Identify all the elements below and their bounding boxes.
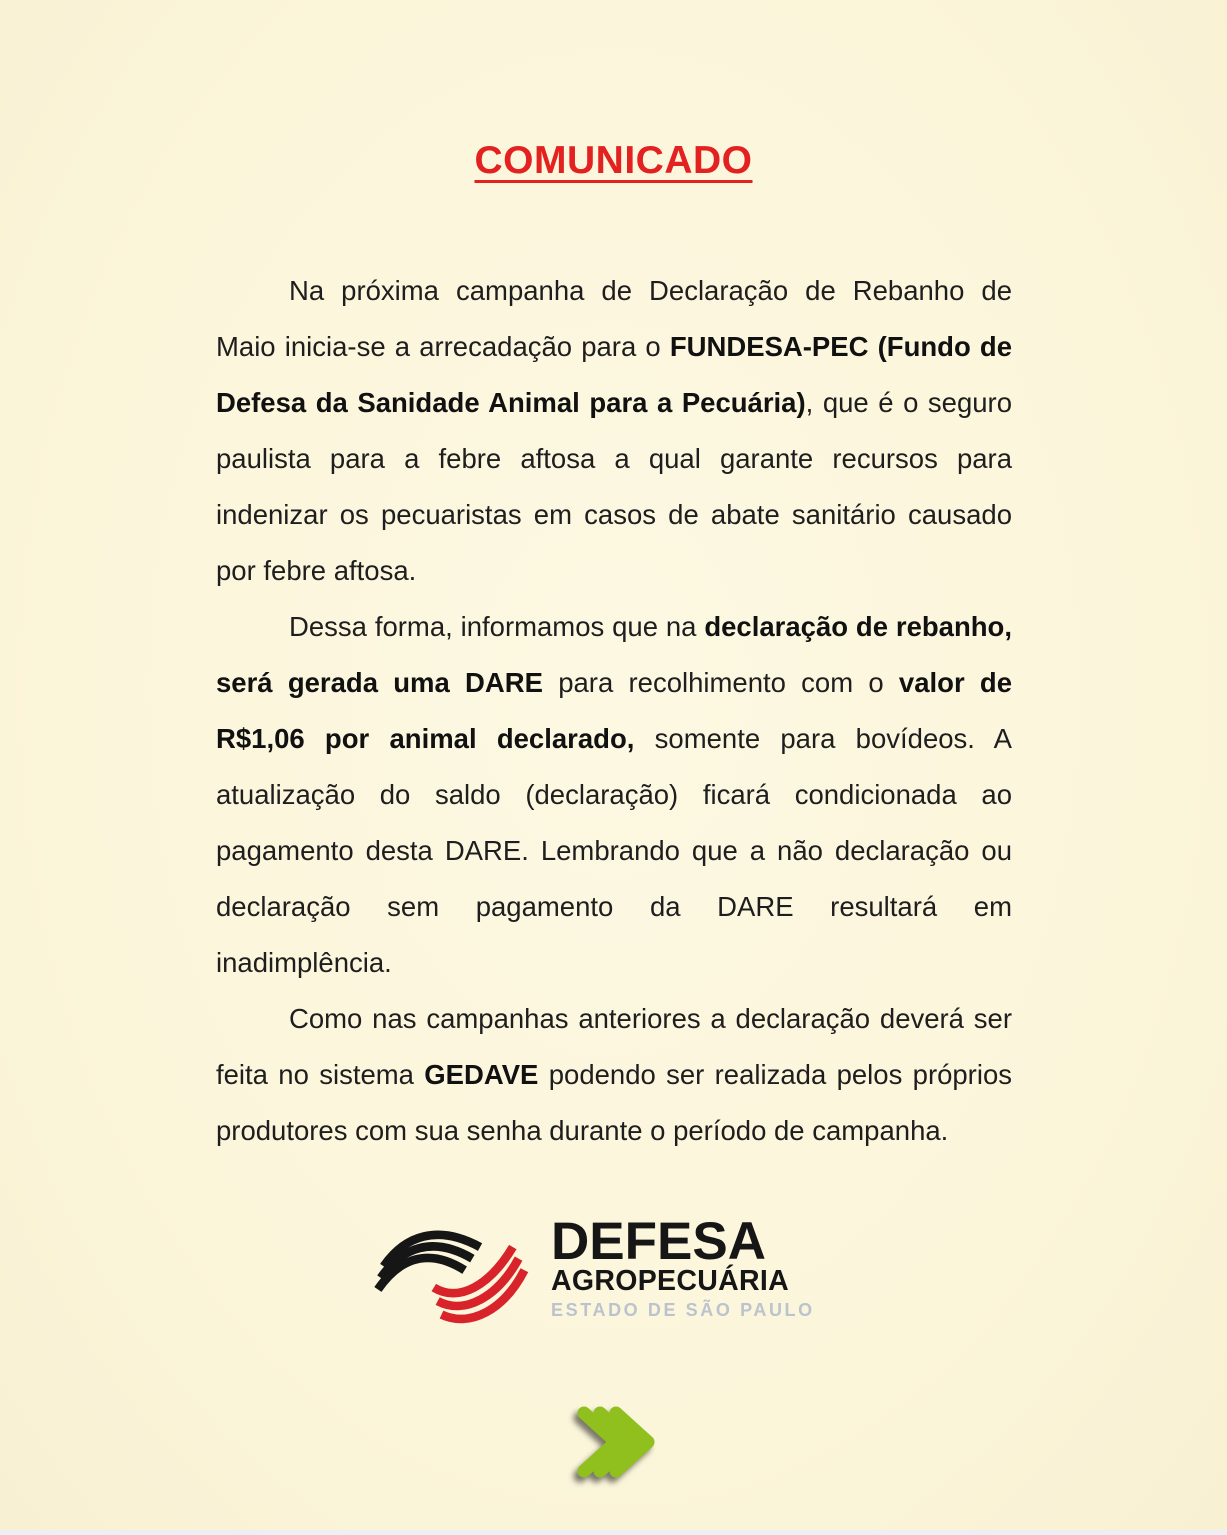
- logo-name: DEFESA: [551, 1212, 766, 1271]
- text-run: Como nas campanhas anteriores a declaração deverá ser feita no sistema: [216, 1003, 1012, 1090]
- text-run: para recolhimento com o: [542, 667, 899, 698]
- text-run-bold: declaração de rebanho,: [704, 611, 1012, 642]
- text-run-bold: GEDAVE: [424, 1059, 539, 1090]
- logo-wordmark: [551, 1212, 815, 1320]
- defesa-agropecuaria-logo: [372, 1212, 815, 1333]
- text-run-bold: FUNDESA-PEC (Fundo de Defesa da Sanidade Animal para a Pecuária): [216, 331, 1012, 418]
- text-run: Dessa forma, informamos que na: [289, 611, 705, 642]
- text-run: somente para bovídeos. A atualização do saldo (declaração) ficará condicionada ao pagamento desta DARE. Lembrando que a não declaração ou declaração sem pagamento da DARE resultará em inadimplência.: [216, 723, 1012, 978]
- text-run: Na próxima campanha de Declaração de Rebanho de Maio inicia-se a arrecadação para o: [216, 275, 1012, 362]
- text-run-bold: será gerada uma DARE: [216, 667, 543, 698]
- announcement-body: [216, 263, 1012, 1159]
- text-run: podendo ser realizada pelos próprios produtores com sua senha durante o período de campanha.: [216, 1059, 1012, 1146]
- logo-tagline: ESTADO DE SÃO PAULO: [551, 1300, 815, 1320]
- logo-subtitle: AGROPECUÁRIA: [551, 1265, 789, 1297]
- bottom-edge-strip: [0, 1530, 1227, 1535]
- paragraph-1: [216, 263, 1012, 599]
- text-run-bold: valor de R$1,06 por animal declarado,: [216, 667, 1012, 754]
- text-run: , que é o seguro paulista para a febre aftosa a qual garante recursos para indenizar os pecuaristas em casos de abate sanitário causado por febre aftosa.: [216, 387, 1012, 586]
- paragraph-3: [216, 991, 1012, 1159]
- paragraph-2: [216, 599, 1012, 991]
- wave-stripes-icon: [372, 1218, 538, 1333]
- triple-chevron-right-icon: [576, 1406, 660, 1478]
- page-title: COMUNICADO: [474, 139, 753, 182]
